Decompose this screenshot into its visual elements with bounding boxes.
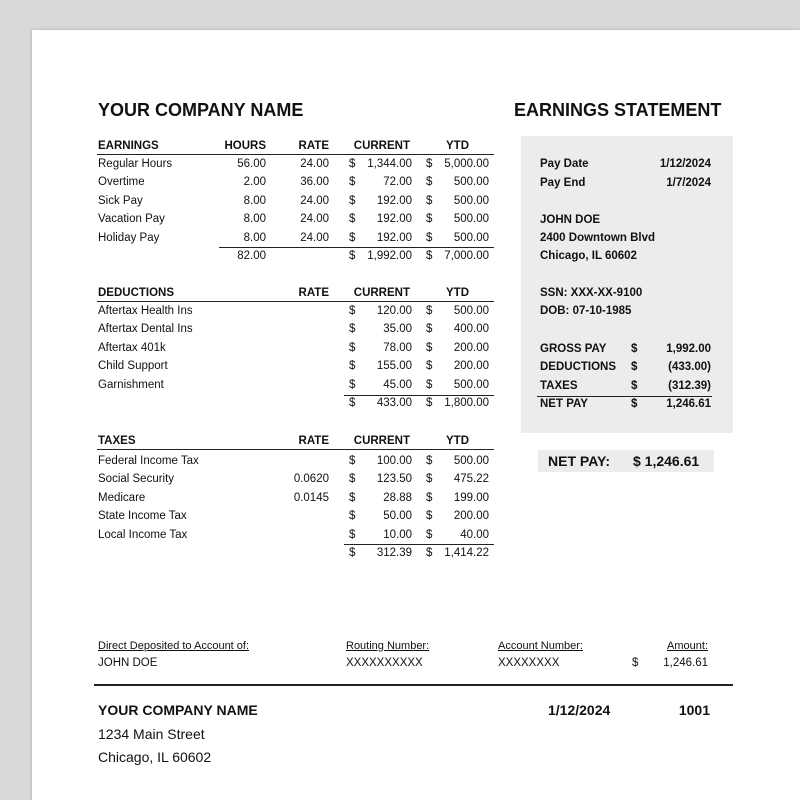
earnings-row-ytd-currency: $ [426, 158, 433, 170]
deductions-total-rule [344, 395, 494, 396]
deductions-total-ytd-currency: $ [426, 397, 433, 409]
employee-dob: DOB: 07-10-1985 [540, 305, 632, 317]
deposit-account-label: Account Number: [498, 640, 583, 652]
pay-end-label: Pay End [540, 177, 586, 189]
taxes-row-label: Federal Income Tax [98, 455, 199, 467]
earnings-row-current: 192.00 [376, 213, 412, 226]
earnings-row-label: Sick Pay [98, 194, 143, 207]
earnings-total-hours: 82.00 [237, 250, 266, 262]
summary-net-value: 1,246.61 [666, 398, 711, 410]
taxes-row-ytd-currency: $ [426, 455, 433, 467]
summary-taxes-currency: $ [631, 380, 638, 392]
taxes-row-label: Medicare [98, 491, 146, 504]
earnings-row-ytd: 500.00 [453, 231, 489, 244]
earnings-row-ytd-currency: $ [426, 194, 433, 207]
earnings-row-ytd-currency: $ [426, 231, 433, 244]
taxes-header-label: TAXES [98, 435, 136, 447]
earnings-row-rate: 24.00 [300, 194, 329, 207]
taxes-row-ytd-currency: $ [426, 510, 433, 523]
taxes-row-ytd: 475.22 [453, 473, 489, 486]
deductions-row-ytd-currency: $ [426, 341, 433, 354]
earnings-row-label: Overtime [98, 176, 145, 189]
taxes-total-current-currency: $ [349, 547, 356, 559]
earnings-total-ytd: 7,000.00 [444, 250, 489, 262]
footer-company-name: YOUR COMPANY NAME [98, 702, 258, 718]
earnings-row-hours: 56.00 [237, 158, 266, 170]
summary-gross-currency: $ [631, 343, 638, 355]
deductions-row-label: Child Support [98, 360, 168, 373]
earnings-row-rate: 36.00 [300, 176, 329, 189]
taxes-row-label: State Income Tax [98, 510, 187, 523]
earnings-row-hours: 8.00 [243, 231, 266, 244]
deductions-row-ytd: 200.00 [453, 360, 489, 373]
deductions-row-ytd: 500.00 [453, 305, 489, 317]
taxes-row-ytd: 40.00 [460, 528, 489, 541]
deductions-header-rule [97, 301, 494, 302]
taxes-row-ytd: 200.00 [453, 510, 489, 523]
taxes-row-current-currency: $ [349, 473, 356, 486]
taxes-row-label: Local Income Tax [98, 528, 188, 541]
earnings-row-ytd-currency: $ [426, 176, 433, 189]
pay-end: 1/7/2024 [666, 177, 711, 189]
earnings-row-current: 192.00 [376, 194, 412, 207]
deductions-total-current-currency: $ [349, 397, 356, 409]
deposit-account-of: JOHN DOE [98, 657, 158, 669]
earnings-row-ytd: 500.00 [453, 194, 489, 207]
taxes-row-current-currency: $ [349, 491, 356, 504]
employee-name: JOHN DOE [540, 214, 601, 226]
earnings-row-label: Regular Hours [98, 158, 173, 170]
pay-date: 1/12/2024 [659, 158, 711, 170]
employee-street: 2400 Downtown Blvd [540, 232, 656, 244]
company-name-title: YOUR COMPANY NAME [98, 100, 304, 120]
deductions-row-ytd-currency: $ [426, 323, 433, 336]
earnings-row-current: 192.00 [376, 231, 412, 244]
earnings-total-current: 1,992.00 [367, 250, 412, 262]
earnings-statement-page [32, 30, 800, 800]
earnings-row-ytd: 500.00 [453, 213, 489, 226]
earnings-total-current-currency: $ [349, 250, 356, 262]
taxes-row-current: 10.00 [383, 528, 412, 541]
employee-city: Chicago, IL 60602 [540, 250, 637, 262]
earnings-header-rate: RATE [298, 140, 329, 152]
earnings-row-rate: 24.00 [300, 158, 329, 170]
taxes-row-ytd: 199.00 [453, 491, 489, 504]
deductions-row-ytd-currency: $ [426, 378, 433, 391]
earnings-row-hours: 8.00 [243, 194, 266, 207]
deductions-row-ytd: 200.00 [453, 341, 489, 354]
employee-ssn: SSN: XXX-XX-9100 [540, 287, 643, 299]
taxes-row-rate: 0.0620 [293, 473, 329, 486]
taxes-row-ytd-currency: $ [426, 528, 433, 541]
deductions-total-ytd: 1,800.00 [444, 397, 489, 409]
document-title: EARNINGS STATEMENT [514, 100, 722, 120]
deductions-row-label: Aftertax Dental Ins [98, 323, 193, 336]
summary-deductions-label: DEDUCTIONS [540, 361, 617, 373]
deposit-amount-label: Amount: [667, 640, 708, 652]
deductions-header-ytd: YTD [446, 287, 469, 299]
earnings-row-ytd-currency: $ [426, 213, 433, 226]
deductions-row-label: Aftertax Health Ins [98, 305, 193, 317]
earnings-row-rate: 24.00 [300, 231, 329, 244]
deductions-row-current: 35.00 [383, 323, 412, 336]
taxes-row-current-currency: $ [349, 528, 356, 541]
summary-taxes-value: (312.39) [668, 380, 711, 392]
earnings-row-current-currency: $ [349, 213, 356, 226]
taxes-row-current-currency: $ [349, 510, 356, 523]
deposit-routing: XXXXXXXXXX [346, 657, 423, 669]
deductions-row-current: 78.00 [383, 341, 412, 354]
deductions-row-current: 45.00 [383, 378, 412, 391]
footer-city: Chicago, IL 60602 [98, 749, 212, 765]
deductions-header-rate: RATE [298, 287, 329, 299]
taxes-total-ytd: 1,414.22 [444, 547, 489, 559]
earnings-header-current: CURRENT [353, 140, 410, 152]
taxes-row-rate: 0.0145 [293, 491, 329, 504]
deductions-row-current-currency: $ [349, 305, 356, 317]
taxes-header-ytd: YTD [446, 435, 469, 447]
deductions-row-current-currency: $ [349, 341, 356, 354]
summary-net-rule [537, 396, 712, 397]
deductions-row-ytd-currency: $ [426, 360, 433, 373]
earnings-total-ytd-currency: $ [426, 250, 433, 262]
taxes-total-current: 312.39 [376, 547, 412, 559]
earnings-row-current-currency: $ [349, 158, 356, 170]
footer-date: 1/12/2024 [548, 702, 611, 718]
summary-gross-value: 1,992.00 [666, 343, 711, 355]
taxes-header-current: CURRENT [353, 435, 410, 447]
taxes-total-ytd-currency: $ [426, 547, 433, 559]
earnings-row-current-currency: $ [349, 231, 356, 244]
deductions-header-label: DEDUCTIONS [98, 287, 175, 299]
taxes-header-rule [97, 449, 494, 450]
check-divider [94, 684, 733, 686]
taxes-row-ytd: 500.00 [453, 455, 489, 467]
taxes-row-current: 28.88 [383, 491, 412, 504]
earnings-row-hours: 8.00 [243, 213, 266, 226]
net-pay-box-label: NET PAY: [548, 453, 610, 469]
deductions-row-label: Garnishment [98, 378, 164, 391]
deposit-routing-label: Routing Number: [346, 640, 430, 652]
taxes-row-current: 123.50 [376, 473, 412, 486]
earnings-row-current: 72.00 [383, 176, 412, 189]
earnings-row-current-currency: $ [349, 176, 356, 189]
pay-date-label: Pay Date [540, 158, 589, 170]
deductions-row-ytd-currency: $ [426, 305, 433, 317]
earnings-row-current: 1,344.00 [367, 158, 412, 170]
taxes-total-rule [344, 544, 494, 545]
earnings-header-label: EARNINGS [98, 140, 159, 152]
deductions-row-current-currency: $ [349, 323, 356, 336]
deductions-header-current: CURRENT [353, 287, 410, 299]
summary-taxes-label: TAXES [540, 380, 578, 392]
net-pay-box-value: $ 1,246.61 [633, 453, 700, 469]
deductions-row-label: Aftertax 401k [98, 341, 166, 354]
earnings-row-rate: 24.00 [300, 213, 329, 226]
taxes-row-ytd-currency: $ [426, 491, 433, 504]
earnings-row-ytd: 500.00 [453, 176, 489, 189]
taxes-row-current: 50.00 [383, 510, 412, 523]
footer-check-number: 1001 [678, 702, 710, 718]
summary-net-label: NET PAY [540, 398, 588, 410]
deductions-row-current: 155.00 [376, 360, 412, 373]
deductions-row-current: 120.00 [376, 305, 412, 317]
deposit-account: XXXXXXXX [498, 657, 560, 669]
earnings-header-ytd: YTD [446, 140, 469, 152]
deductions-row-current-currency: $ [349, 378, 356, 391]
taxes-header-rate: RATE [298, 435, 329, 447]
earnings-header-hours: HOURS [224, 140, 266, 152]
summary-net-currency: $ [631, 398, 638, 410]
deposit-amount: 1,246.61 [663, 657, 708, 669]
deductions-total-current: 433.00 [376, 397, 412, 409]
deductions-row-current-currency: $ [349, 360, 356, 373]
summary-gross-label: GROSS PAY [540, 343, 607, 355]
earnings-row-ytd: 5,000.00 [444, 158, 489, 170]
taxes-row-ytd-currency: $ [426, 473, 433, 486]
earnings-row-label: Holiday Pay [98, 231, 160, 244]
earnings-header-rule [97, 154, 494, 155]
taxes-row-current-currency: $ [349, 455, 356, 467]
taxes-row-label: Social Security [98, 473, 175, 486]
deductions-row-ytd: 400.00 [453, 323, 489, 336]
earnings-total-rule [219, 247, 494, 248]
earnings-row-current-currency: $ [349, 194, 356, 207]
deductions-row-ytd: 500.00 [453, 378, 489, 391]
earnings-row-hours: 2.00 [243, 176, 266, 189]
taxes-row-current: 100.00 [376, 455, 412, 467]
earnings-row-label: Vacation Pay [98, 213, 165, 226]
footer-street: 1234 Main Street [98, 726, 205, 742]
summary-deductions-value: (433.00) [668, 361, 711, 373]
deposit-currency: $ [632, 657, 639, 669]
deposit-account-of-label: Direct Deposited to Account of: [98, 640, 250, 652]
summary-deductions-currency: $ [631, 361, 638, 373]
